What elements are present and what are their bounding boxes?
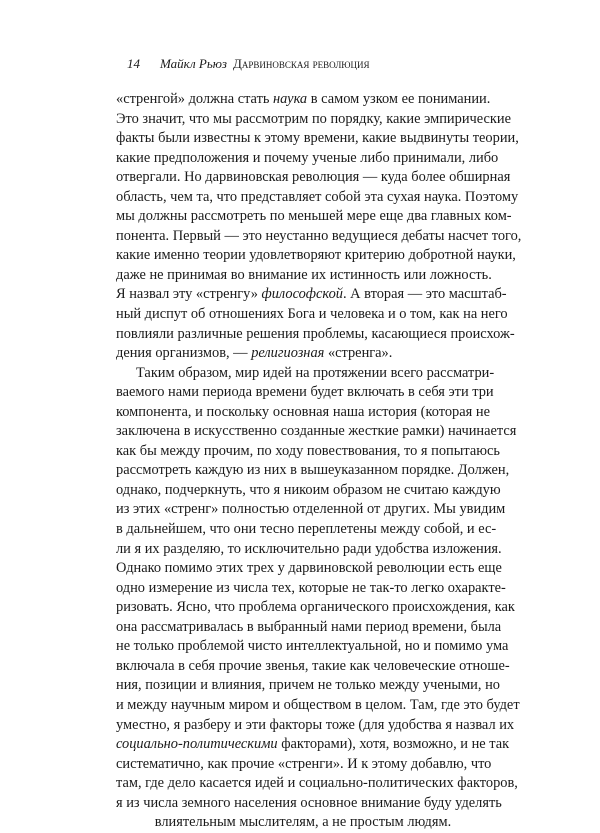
text-segment: уместно, я разберу и эти факторы тоже (для удобства я назвал их <box>116 716 515 733</box>
text-line <box>116 813 490 833</box>
text-segment: заключена в искусственно созданные жесткие рамки) начинается <box>116 423 517 440</box>
text-segment: область, чем та, что представляет собой эта сухая наука. Поэтому <box>116 188 519 205</box>
text-line <box>116 325 515 345</box>
text-segment: однако, подчеркнуть, что я никоим образом не считаю каждую <box>116 481 501 498</box>
text-segment: в самом узком ее понимании. <box>307 91 491 107</box>
text-line <box>116 227 522 247</box>
text-segment: не только проблемой чисто интеллектуальной, но и помимо ума <box>116 638 509 655</box>
text-line <box>116 305 508 325</box>
page-number: 14 <box>127 56 140 71</box>
text-line <box>116 285 507 305</box>
text-segment: и между научным миром и обществом в целом. Там, где это будет <box>116 696 520 713</box>
text-segment: Однако помимо этих трех у дарвиновской революции есть еще <box>116 560 502 577</box>
text-line <box>116 344 490 364</box>
text-line <box>116 774 518 794</box>
text-segment: ризовать. Ясно, что проблема органического происхождения, как <box>116 599 515 616</box>
text-line <box>116 637 509 657</box>
text-line <box>116 442 500 462</box>
text-line <box>116 735 510 755</box>
text-segment: ный диспут об отношениях Бога и человека и о том, как на него <box>116 306 508 323</box>
text-segment: факторами), хотя, возможно, и не так <box>277 736 510 753</box>
text-line <box>116 90 490 110</box>
text-line <box>116 559 502 579</box>
text-line <box>116 149 499 169</box>
text-segment: ваемого нами периода времени будет включать в себя эти три <box>116 384 494 401</box>
text-line <box>116 129 519 149</box>
text-segment: какие предположения и почему ученые либо принимали, либо <box>116 149 499 166</box>
text-segment: компонента, и поскольку основная наша история (которая не <box>116 403 490 420</box>
text-line <box>116 676 500 696</box>
book-title: Дарвиновская революция <box>233 56 370 71</box>
text-line <box>116 520 497 540</box>
italic-term: философской <box>261 286 343 303</box>
text-line <box>116 168 511 188</box>
italic-term: социально-политическими <box>116 736 278 753</box>
text-segment: она рассматривалась в выбранный нами период времени, была <box>116 618 502 635</box>
text-segment: даже не принимая во внимание их истинность или ложность. <box>116 266 492 283</box>
text-segment: одно измерение из числа тех, которые не так-то легко охарактe- <box>116 579 506 596</box>
author-name: Майкл Рьюз <box>160 56 227 71</box>
text-segment: в дальнейшем, что они тесно переплетены между собой, и ес- <box>116 521 497 538</box>
text-segment: «стренгой» должна стать <box>116 91 274 107</box>
text-segment: ния, позиции и влияния, причем не только между учеными, но <box>116 677 500 694</box>
text-line <box>116 657 510 677</box>
text-segment: включала в себя прочие звенья, такие как человеческие отноше- <box>116 657 510 674</box>
text-line <box>116 794 502 814</box>
text-line <box>116 716 515 736</box>
text-segment: как бы между прочим, по ходу повествования, то я попытаюсь <box>116 442 500 459</box>
text-segment: там, где дело касается идей и социально-политических факторов, <box>116 775 518 792</box>
text-line <box>116 500 506 520</box>
text-line <box>116 696 520 716</box>
text-line <box>116 364 495 384</box>
running-head <box>127 56 370 72</box>
text-line <box>116 481 501 501</box>
text-segment: Это значит, что мы рассмотрим по порядку, какие эмпирические <box>116 110 511 127</box>
text-line <box>116 403 490 423</box>
text-segment: какие именно теории удовлетворяют критерию добротной науки, <box>116 247 516 264</box>
text-segment: я из числа земного населения основное внимание буду уделять <box>116 794 502 811</box>
text-segment: отвергали. Но дарвиновская революция — куда более обширная <box>116 169 511 186</box>
text-line <box>116 540 502 560</box>
text-line <box>116 188 519 208</box>
text-line <box>116 110 511 130</box>
text-segment: дения организмов, — <box>116 345 252 362</box>
text-line <box>116 461 510 481</box>
text-line <box>116 755 490 775</box>
text-segment: ли я их разделяю, то исключительно ради удобства изложения. <box>116 540 502 557</box>
text-segment: рассмотреть каждую из них в вышеуказанном порядке. Должен, <box>116 462 510 479</box>
text-line <box>116 207 512 227</box>
text-line <box>116 246 516 266</box>
text-line <box>116 266 490 286</box>
text-segment: систематично, как прочие «стренги». И к этому добавлю, что <box>116 755 492 772</box>
text-segment: Таким образом, мир идей на протяжении всего рассматри- <box>136 364 495 381</box>
text-line <box>116 422 517 442</box>
text-segment: факты были известны к этому времени, какие выдвинуты теории, <box>116 130 519 147</box>
text-line <box>116 618 502 638</box>
text-line <box>116 598 515 618</box>
body-text <box>116 90 522 833</box>
text-line <box>116 579 506 599</box>
italic-term: наука <box>273 91 308 107</box>
text-segment: Я назвал эту «стренгу» <box>116 286 262 303</box>
text-segment: влиятельным мыслителям, а не простым людям. <box>154 814 452 831</box>
text-segment: «стренга». <box>324 345 393 362</box>
text-segment: из этих «стренг» полностью отделенной от других. Мы увидим <box>116 501 506 518</box>
text-segment: понента. Первый — это неустанно ведущиеся дебаты насчет того, <box>116 227 522 244</box>
text-segment: повлияли различные решения проблемы, касающиеся происхож- <box>116 325 515 342</box>
text-segment: мы должны рассмотреть по меньшей мере еще два главных ком- <box>116 208 512 225</box>
italic-term: религиозная <box>251 345 325 362</box>
text-segment: . А вторая — это масштаб- <box>342 286 507 303</box>
text-line <box>116 383 494 403</box>
